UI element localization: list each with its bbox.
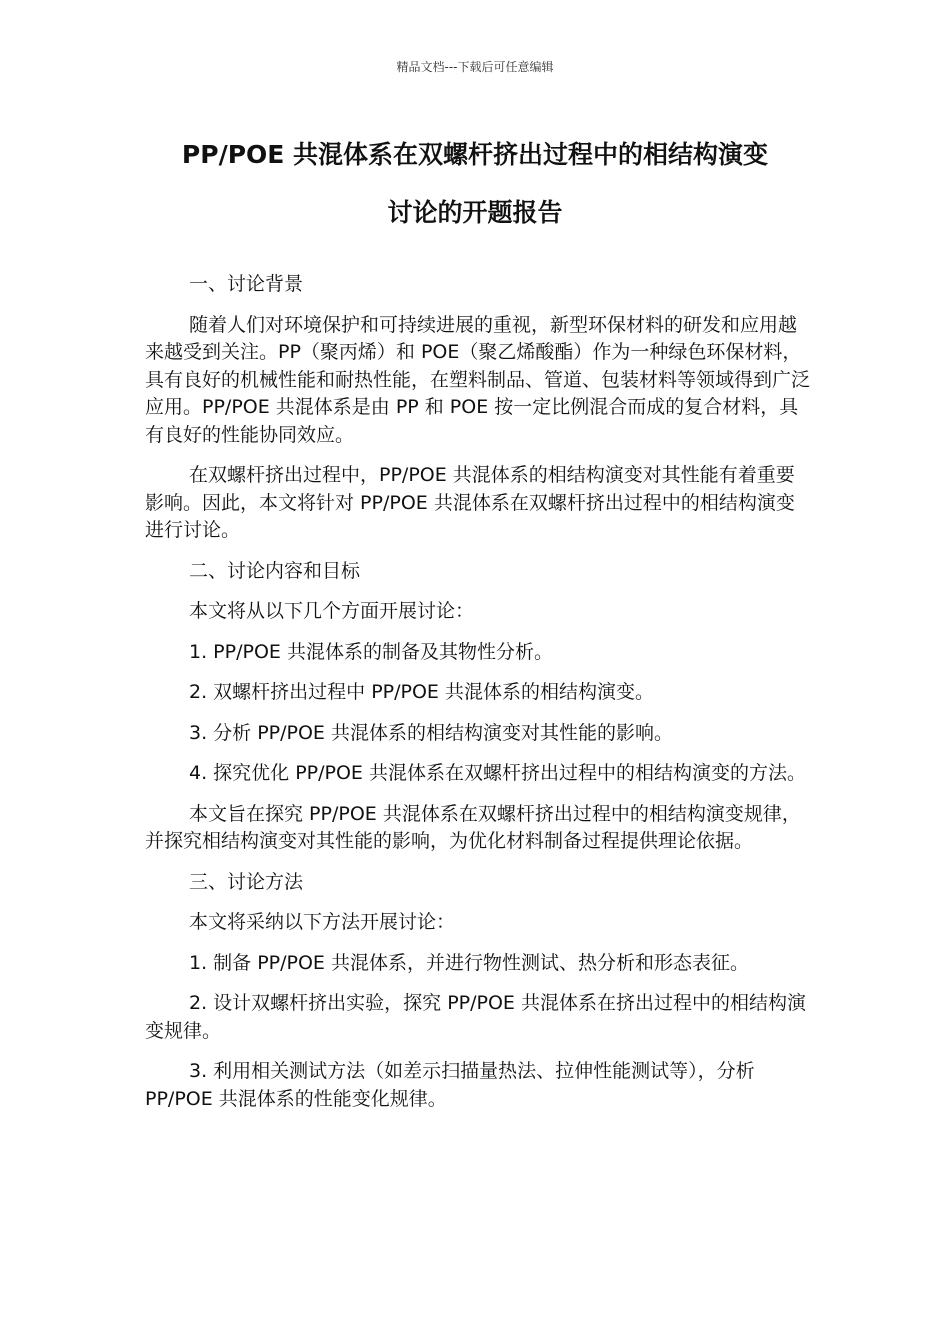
document-title-line-2: 讨论的开题报告 bbox=[387, 198, 563, 227]
paragraph-methods-intro: 本文将采纳以下方法开展讨论： bbox=[189, 911, 456, 933]
paragraph-goals: 本文旨在探究 PP/POE 共混体系在双螺杆挤出过程中的相结构演变规律，并探究相结构演变对其性能的影响，为优化材料制备过程提供理论依据。 bbox=[145, 802, 801, 852]
section-heading-methods: 三、讨论方法 bbox=[189, 870, 304, 893]
header-note: 精品文档---下载后可任意编辑 bbox=[396, 60, 554, 74]
list-item-method-3: 3. 利用相关测试方法（如差示扫描量热法、拉伸性能测试等），分析 PP/POE 共混体系的性能变化规律。 bbox=[145, 1060, 755, 1110]
paragraph-background-1: 随着人们对环境保护和可持续进展的重视，新型环保材料的研发和应用越来越受到关注。PP（聚丙烯）和 POE（聚乙烯酸酯）作为一种绿色环保材料，具有良好的机械性能和耐热性能，在塑料制品、管道、包装材料等领域得到广泛应用。PP/POE 共混体系是由 PP 和 POE 按一定比例混合而成的复合材料，具有良好的性能协同效应。 bbox=[145, 313, 811, 446]
document-title-line-1: PP/POE 共混体系在双螺杆挤出过程中的相结构演变 bbox=[181, 140, 769, 169]
list-item-content-2: 2. 双螺杆挤出过程中 PP/POE 共混体系的相结构演变。 bbox=[189, 681, 654, 703]
paragraph-background-2: 在双螺杆挤出过程中，PP/POE 共混体系的相结构演变对其性能有着重要影响。因此，本文将针对 PP/POE 共混体系在双螺杆挤出过程中的相结构演变进行讨论。 bbox=[145, 464, 795, 541]
section-heading-background: 一、讨论背景 bbox=[189, 273, 304, 295]
paragraph-content-intro: 本文将从以下几个方面开展讨论： bbox=[189, 600, 475, 622]
document-body bbox=[145, 271, 810, 1126]
section-heading-content-goals: 二、讨论内容和目标 bbox=[189, 559, 361, 582]
list-item-content-3: 3. 分析 PP/POE 共混体系的相结构演变对其性能的影响。 bbox=[189, 721, 673, 744]
list-item-method-1: 1. 制备 PP/POE 共混体系，并进行物性测试、热分析和形态表征。 bbox=[189, 951, 749, 974]
list-item-method-2: 2. 设计双螺杆挤出实验，探究 PP/POE 共混体系在挤出过程中的相结构演变规律。 bbox=[145, 992, 806, 1042]
list-item-content-1: 1. PP/POE 共混体系的制备及其物性分析。 bbox=[189, 640, 553, 663]
list-item-content-4: 4. 探究优化 PP/POE 共混体系在双螺杆挤出过程中的相结构演变的方法。 bbox=[189, 762, 806, 784]
